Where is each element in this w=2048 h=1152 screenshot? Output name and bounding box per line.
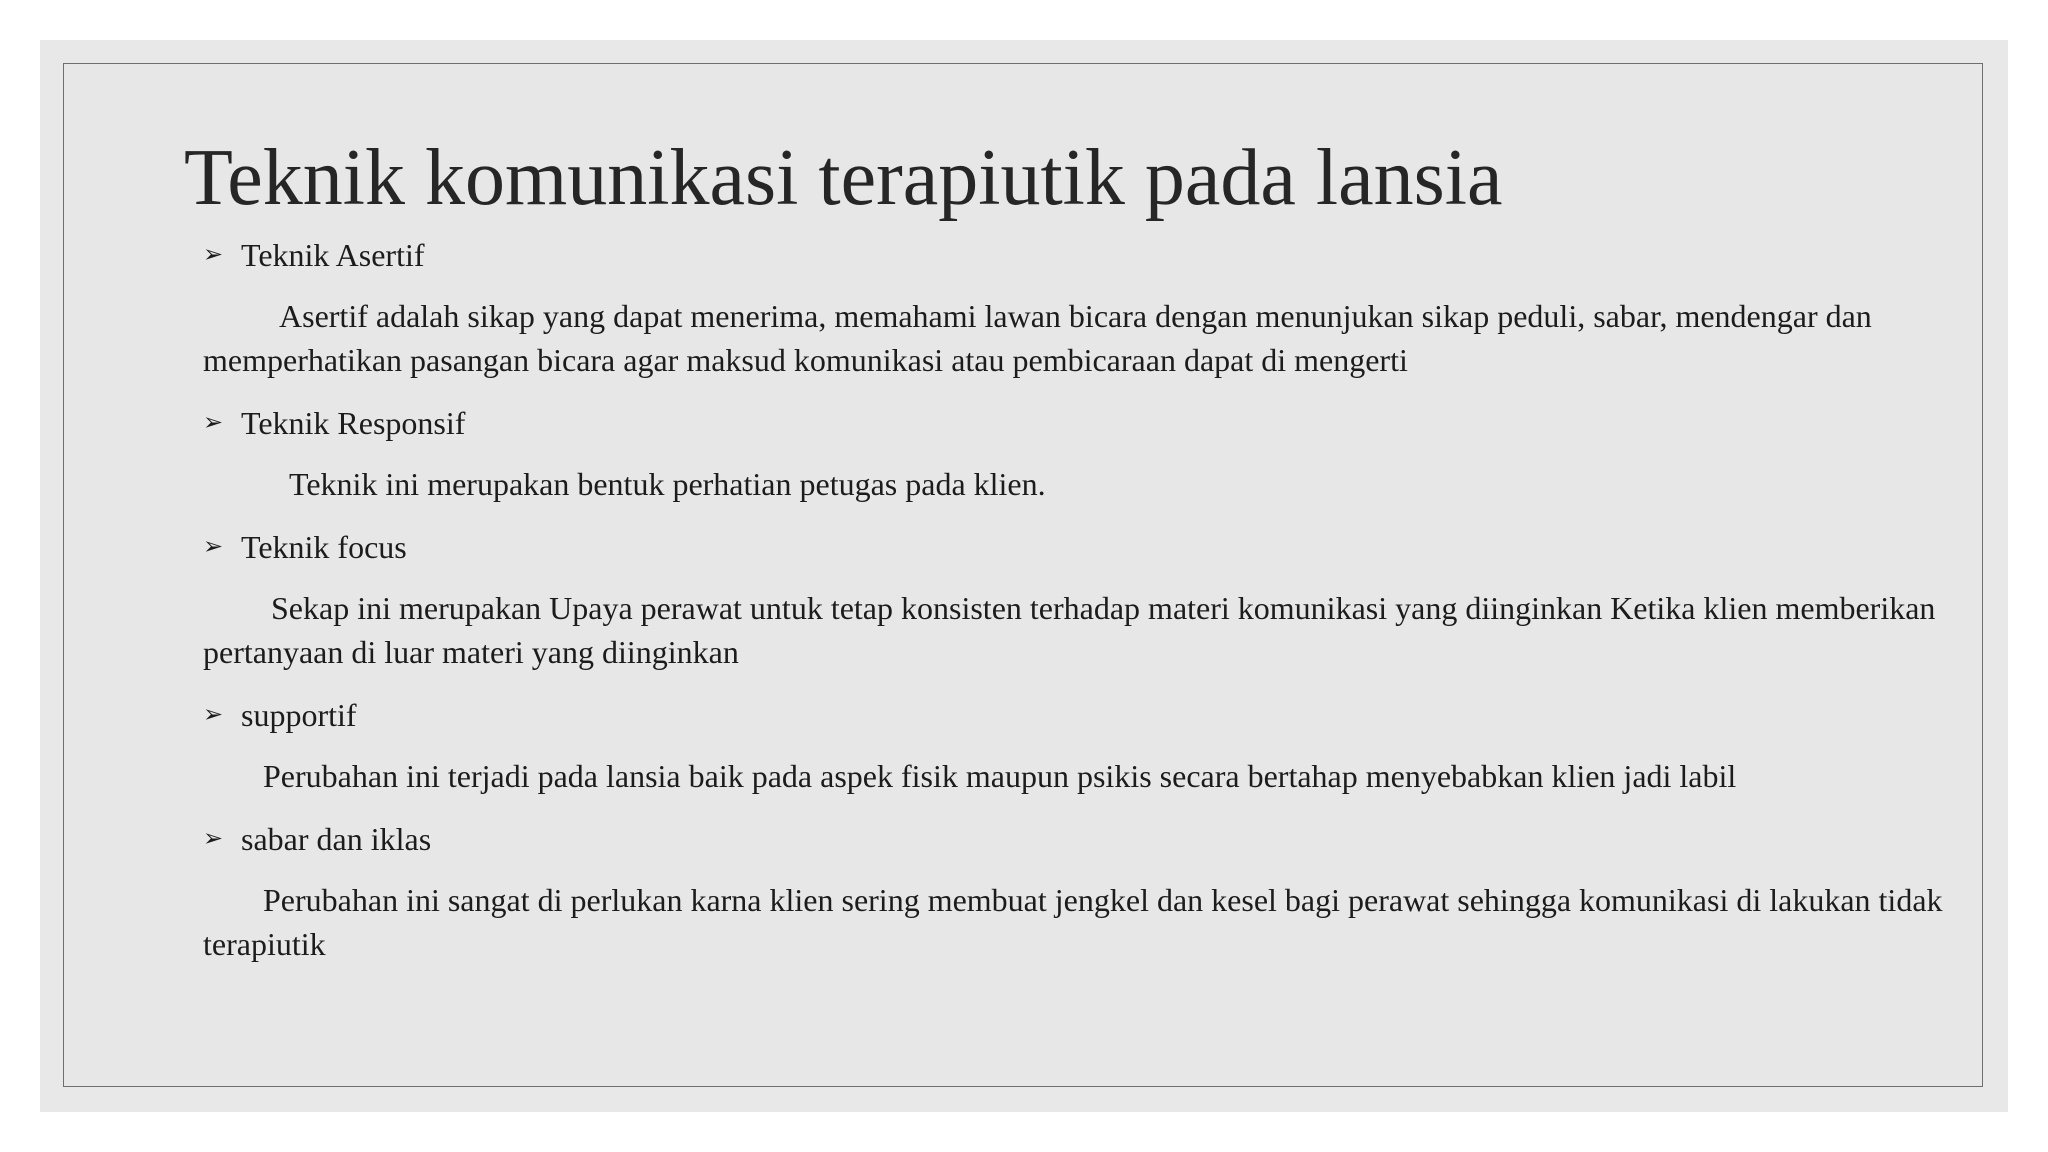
bullet-item-teknik-asertif — [203, 224, 1943, 286]
arrowhead-bullet-icon: ➢ — [203, 534, 224, 560]
slide-canvas — [40, 40, 2008, 1112]
bullet-item-supportif — [203, 684, 1943, 746]
slide-content — [203, 224, 1943, 976]
bullet-description: Asertif adalah sikap yang dapat menerima, memahami lawan bicara dengan menunjukan sikap peduli, sabar, mendengar dan memperhatikan pasangan bicara agar maksud komunikasi atau pembicaraan dapat di mengerti — [203, 298, 1872, 378]
slide-frame — [63, 63, 1983, 1087]
bullet-description: Perubahan ini sangat di perlukan karna klien sering membuat jengkel dan kesel bagi perawat sehingga komunikasi di lakukan tidak terapiutik — [203, 882, 1943, 962]
bullet-label: sabar dan iklas — [241, 820, 432, 857]
bullet-item-sabar-dan-iklas — [203, 808, 1943, 870]
bullet-label: Teknik focus — [241, 528, 407, 565]
arrowhead-bullet-icon: ➢ — [203, 702, 224, 728]
arrowhead-bullet-icon: ➢ — [203, 826, 224, 852]
bullet-description: Sekap ini merupakan Upaya perawat untuk tetap konsisten terhadap materi komunikasi yang diinginkan Ketika klien memberikan pertanyaan di luar materi yang diinginkan — [203, 590, 1936, 670]
bullet-item-teknik-focus — [203, 516, 1943, 578]
bullet-item-teknik-responsif — [203, 392, 1943, 454]
bullet-description: Perubahan ini terjadi pada lansia baik pada aspek fisik maupun psikis secara bertahap menyebabkan klien jadi labil — [263, 758, 1737, 794]
slide-title: Teknik komunikasi terapiutik pada lansia — [184, 134, 1503, 222]
bullet-label: Teknik Responsif — [241, 404, 466, 441]
bullet-description: Teknik ini merupakan bentuk perhatian petugas pada klien. — [289, 466, 1046, 502]
arrowhead-bullet-icon: ➢ — [203, 242, 224, 268]
arrowhead-bullet-icon: ➢ — [203, 410, 224, 436]
bullet-label: Teknik Asertif — [241, 236, 425, 273]
bullet-label: supportif — [241, 696, 357, 733]
